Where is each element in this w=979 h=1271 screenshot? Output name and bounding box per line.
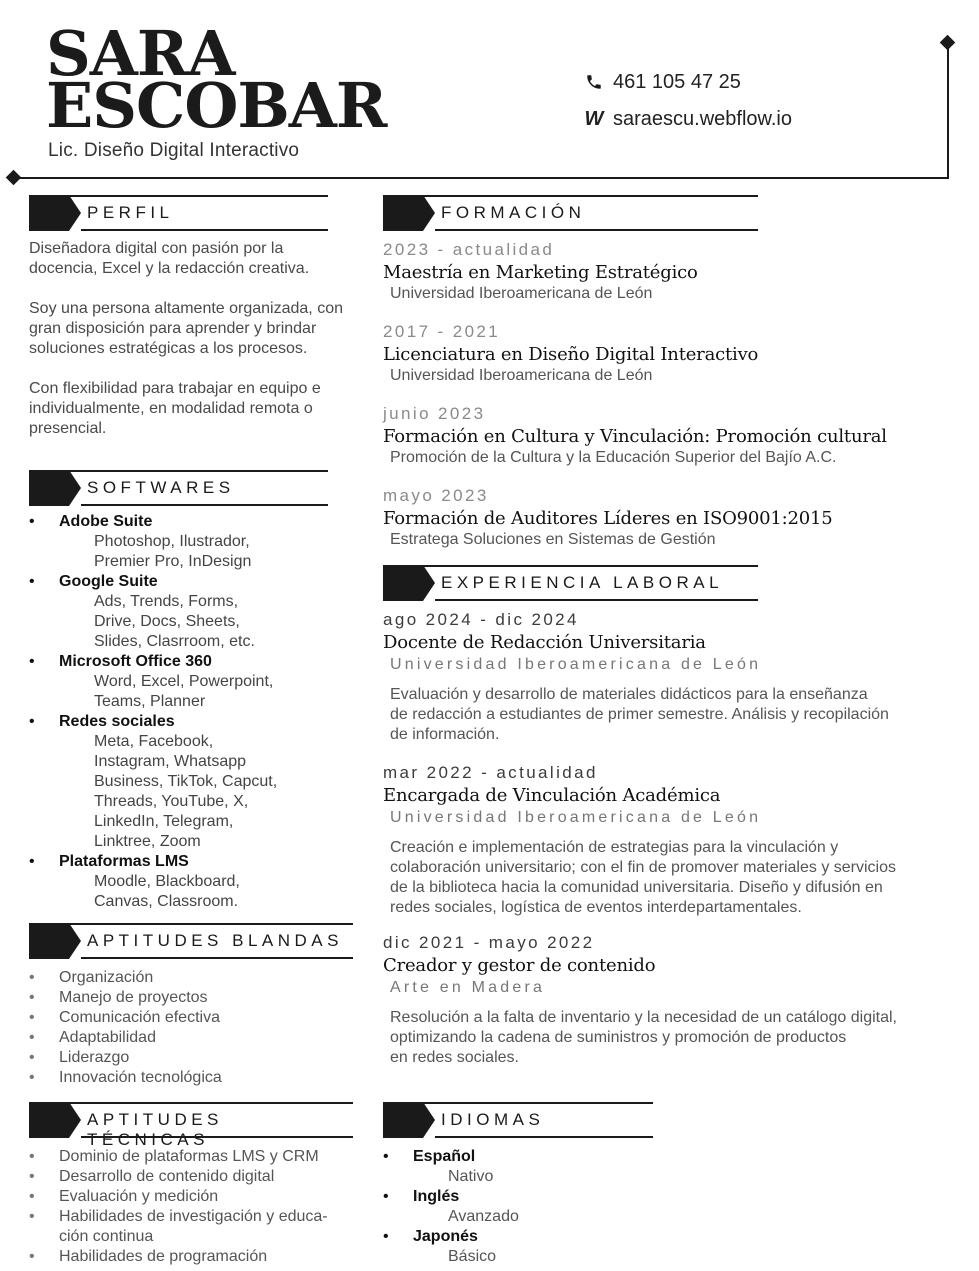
entry-title: Creador y gestor de contenido	[383, 955, 656, 976]
entry-organization: Universidad Iberoamericana de León	[390, 656, 762, 673]
bullet-icon: •	[29, 713, 35, 730]
list-item	[29, 1207, 359, 1247]
entry-date: 2023 - actualidad	[383, 240, 555, 259]
diamond-ornament-left	[6, 170, 22, 186]
software-group	[29, 652, 349, 712]
entry-title: Licenciatura en Diseño Digital Interactivo	[383, 344, 759, 365]
software-group-title: Redes sociales	[59, 713, 175, 730]
education-entry	[383, 322, 963, 386]
skill-label: Habilidades de investigación y educa- ción continua	[59, 1208, 328, 1245]
profile-paragraph: Diseñadora digital con pasión por la docencia, Excel y la redacción creativa.	[29, 240, 310, 277]
language-name: Inglés	[413, 1188, 460, 1205]
entry-date: dic 2021 - mayo 2022	[383, 933, 595, 952]
software-group-title: Plataformas LMS	[59, 853, 189, 870]
education-entry	[383, 404, 963, 468]
software-group-title: Adobe Suite	[59, 513, 153, 530]
name-last: ESCOBAR	[46, 69, 387, 142]
list-item	[29, 1167, 359, 1187]
section-header-perfil	[29, 195, 328, 231]
bullet-icon: •	[383, 1228, 389, 1245]
software-group-details: Moodle, Blackboard, Canvas, Classroom.	[94, 873, 240, 910]
skill-label: Habilidades de programación	[59, 1248, 268, 1265]
skill-label: Innovación tecnológica	[59, 1069, 222, 1086]
bullet-icon: •	[29, 1029, 35, 1046]
section-header-softwares	[29, 470, 328, 506]
entry-institution: Estratega Soluciones en Sistemas de Gestión	[390, 531, 716, 548]
bullet-icon: •	[29, 1148, 35, 1165]
entry-title: Docente de Redacción Universitaria	[383, 632, 706, 653]
entry-description: Evaluación y desarrollo de materiales didácticos para la enseñanza de redacción a estudiantes de primer semestre. Análisis y recopilación de información.	[390, 686, 889, 743]
profile-paragraph: Soy una persona altamente organizada, con gran disposición para aprender y brindar soluciones estratégicas a los procesos.	[29, 300, 343, 357]
section-title: IDIOMAS	[441, 1110, 545, 1129]
bullet-icon: •	[29, 853, 35, 870]
skill-label: Liderazgo	[59, 1049, 130, 1066]
skill-label: Adaptabilidad	[59, 1029, 156, 1046]
software-group	[29, 572, 349, 652]
experience-entry	[383, 610, 963, 745]
language-item	[383, 1227, 519, 1267]
list-item	[29, 1028, 359, 1048]
list-item	[29, 1068, 359, 1088]
software-group	[29, 712, 349, 852]
section-header-experiencia	[383, 565, 758, 601]
bullet-icon: •	[29, 989, 35, 1006]
entry-date: 2017 - 2021	[383, 322, 501, 341]
language-name: Japonés	[413, 1228, 478, 1245]
section-title: PERFIL	[87, 203, 174, 222]
software-group-details: Word, Excel, Powerpoint, Teams, Planner	[94, 673, 274, 710]
header-right-rule	[947, 42, 949, 179]
entry-description: Creación e implementación de estrategias para la vinculación y colaboración universitario; con el fin de promover materiales y servicios de la biblioteca hacia la comunidad universitaria. Diseño y difusión en redes sociales, logística de eventos interdepartamentales.	[390, 839, 896, 916]
education-entry	[383, 486, 963, 550]
bullet-icon: •	[29, 653, 35, 670]
section-title: FORMACIÓN	[441, 203, 586, 222]
list-item	[29, 968, 359, 988]
bullet-icon: •	[29, 1009, 35, 1026]
language-level: Nativo	[448, 1168, 494, 1185]
skill-label: Evaluación y medición	[59, 1188, 219, 1205]
language-level: Básico	[448, 1248, 497, 1265]
bullet-icon: •	[29, 1208, 35, 1225]
software-group-title: Microsoft Office 360	[59, 653, 212, 670]
section-header-aptitudes-tecnicas	[29, 1102, 353, 1149]
section-header-aptitudes-blandas	[29, 923, 353, 959]
webflow-icon: W	[584, 108, 604, 130]
entry-date: mayo 2023	[383, 486, 489, 505]
job-title: Lic. Diseño Digital Interactivo	[48, 140, 300, 161]
section-header-formacion	[383, 195, 758, 231]
software-list	[29, 512, 349, 912]
bullet-icon: •	[29, 1049, 35, 1066]
language-item	[383, 1187, 519, 1227]
bullet-icon: •	[383, 1188, 389, 1205]
bullet-icon: •	[29, 513, 35, 530]
list-item	[29, 1147, 359, 1167]
name-first: SARA	[46, 17, 235, 90]
phone-number: 461 105 47 25	[613, 71, 741, 93]
entry-organization: Universidad Iberoamericana de León	[390, 809, 762, 826]
software-group-details: Meta, Facebook, Instagram, Whatsapp Business, TikTok, Capcut, Threads, YouTube, X, LinkedIn, Telegram, Linktree, Zoom	[94, 733, 278, 850]
skill-label: Desarrollo de contenido digital	[59, 1168, 275, 1185]
language-level: Avanzado	[448, 1208, 519, 1225]
software-group-title: Google Suite	[59, 573, 158, 590]
list-item	[29, 1048, 359, 1068]
language-item	[383, 1147, 519, 1187]
languages-list	[383, 1147, 519, 1267]
software-group-details: Ads, Trends, Forms, Drive, Docs, Sheets, Slides, Clasrroom, etc.	[94, 593, 255, 650]
bullet-icon: •	[29, 1168, 35, 1185]
entry-description: Resolución a la falta de inventario y la necesidad de un catálogo digital, optimizando la cadena de suministros y promoción de productos en redes sociales.	[390, 1009, 897, 1066]
software-group	[29, 852, 349, 912]
list-item	[29, 1247, 359, 1267]
bullet-icon: •	[29, 1188, 35, 1205]
bullet-icon: •	[29, 573, 35, 590]
entry-title: Encargada de Vinculación Académica	[383, 785, 721, 806]
entry-date: junio 2023	[383, 404, 486, 423]
diamond-ornament-right	[940, 35, 956, 51]
bullet-icon: •	[29, 969, 35, 986]
header-bottom-rule	[14, 177, 949, 179]
entry-title: Formación en Cultura y Vinculación: Promoción cultural	[383, 426, 887, 447]
entry-title: Formación de Auditores Líderes en ISO9001:2015	[383, 508, 833, 529]
profile-text	[29, 239, 349, 459]
entry-date: mar 2022 - actualidad	[383, 763, 598, 782]
section-header-idiomas	[383, 1102, 653, 1138]
bullet-icon: •	[29, 1248, 35, 1265]
entry-organization: Arte en Madera	[390, 979, 546, 996]
section-title: APTITUDES TÉCNICAS	[87, 1110, 223, 1149]
bullet-icon: •	[29, 1069, 35, 1086]
list-item	[29, 1187, 359, 1207]
soft-skills-list	[29, 968, 359, 1088]
section-title: SOFTWARES	[87, 478, 235, 497]
website-contact[interactable]	[583, 108, 792, 131]
software-group-details: Photoshop, Ilustrador, Premier Pro, InDesign	[94, 533, 252, 570]
list-item	[29, 1008, 359, 1028]
entry-institution: Universidad Iberoamericana de León	[390, 367, 653, 384]
skill-label: Dominio de plataformas LMS y CRM	[59, 1148, 319, 1165]
entry-institution: Universidad Iberoamericana de León	[390, 285, 653, 302]
list-item	[29, 988, 359, 1008]
entry-institution: Promoción de la Cultura y la Educación Superior del Bajío A.C.	[390, 449, 837, 466]
experience-entry	[383, 933, 963, 1068]
entry-date: ago 2024 - dic 2024	[383, 610, 579, 629]
language-name: Español	[413, 1148, 476, 1165]
phone-icon	[583, 71, 605, 94]
section-title: EXPERIENCIA LABORAL	[441, 573, 724, 592]
profile-paragraph: Con flexibilidad para trabajar en equipo e individualmente, en modalidad remota o presencial.	[29, 380, 321, 437]
section-title: APTITUDES BLANDAS	[87, 931, 343, 950]
experience-entry	[383, 763, 963, 918]
skill-label: Comunicación efectiva	[59, 1009, 220, 1026]
bullet-icon: •	[383, 1148, 389, 1165]
website-link[interactable]: saraescu.webflow.io	[613, 108, 792, 130]
phone-contact[interactable]	[583, 71, 741, 94]
entry-title: Maestría en Marketing Estratégico	[383, 262, 698, 283]
software-group	[29, 512, 349, 572]
technical-skills-list	[29, 1147, 359, 1267]
skill-label: Organización	[59, 969, 154, 986]
candidate-name	[46, 17, 387, 142]
skill-label: Manejo de proyectos	[59, 989, 208, 1006]
education-entry	[383, 240, 963, 304]
